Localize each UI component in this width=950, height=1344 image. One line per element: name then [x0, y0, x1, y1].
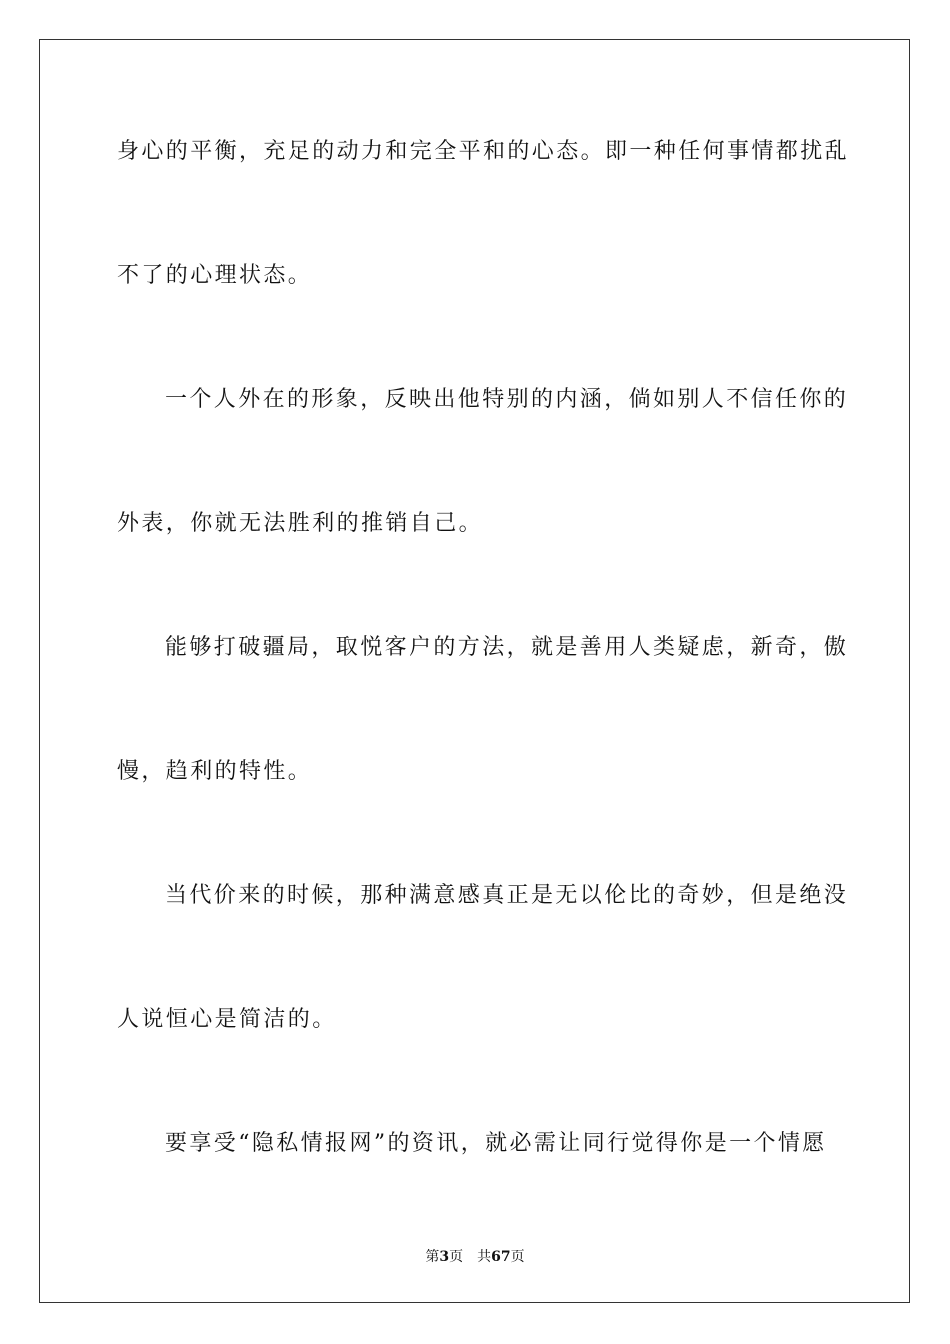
- paragraph-line: 一个人外在的形象，反映出他特别的内涵，倘如别人不信任你的: [165, 387, 849, 412]
- total-suffix: 页: [510, 1249, 525, 1265]
- paragraph-line: 不了的心理状态。: [117, 263, 313, 288]
- total-prefix: 共: [477, 1249, 492, 1265]
- paragraph-line: 人说恒心是简洁的。: [117, 1007, 337, 1032]
- paragraph-line: 外表，你就无法胜利的推销自己。: [117, 511, 484, 536]
- paragraph-line: 身心的平衡，充足的动力和完全平和的心态。即一种任何事情都扰乱: [117, 139, 850, 164]
- paragraph-line: 要享受“隐私情报网”的资讯，就必需让同行觉得你是一个情愿: [165, 1131, 827, 1156]
- page-prefix: 第: [425, 1249, 440, 1265]
- paragraph-line: 慢，趋利的特性。: [117, 759, 313, 784]
- total-pages: 67: [491, 1249, 511, 1265]
- page-number: 3: [439, 1249, 450, 1265]
- page-suffix: 页: [449, 1249, 464, 1265]
- paragraph-line: 当代价来的时候，那种满意感真正是无以伦比的奇妙，但是绝没: [165, 883, 849, 908]
- page-border: [39, 39, 910, 1303]
- paragraph-line: 能够打破疆局，取悦客户的方法，就是善用人类疑虑，新奇，傲: [165, 635, 849, 660]
- page-footer: [0, 1247, 950, 1267]
